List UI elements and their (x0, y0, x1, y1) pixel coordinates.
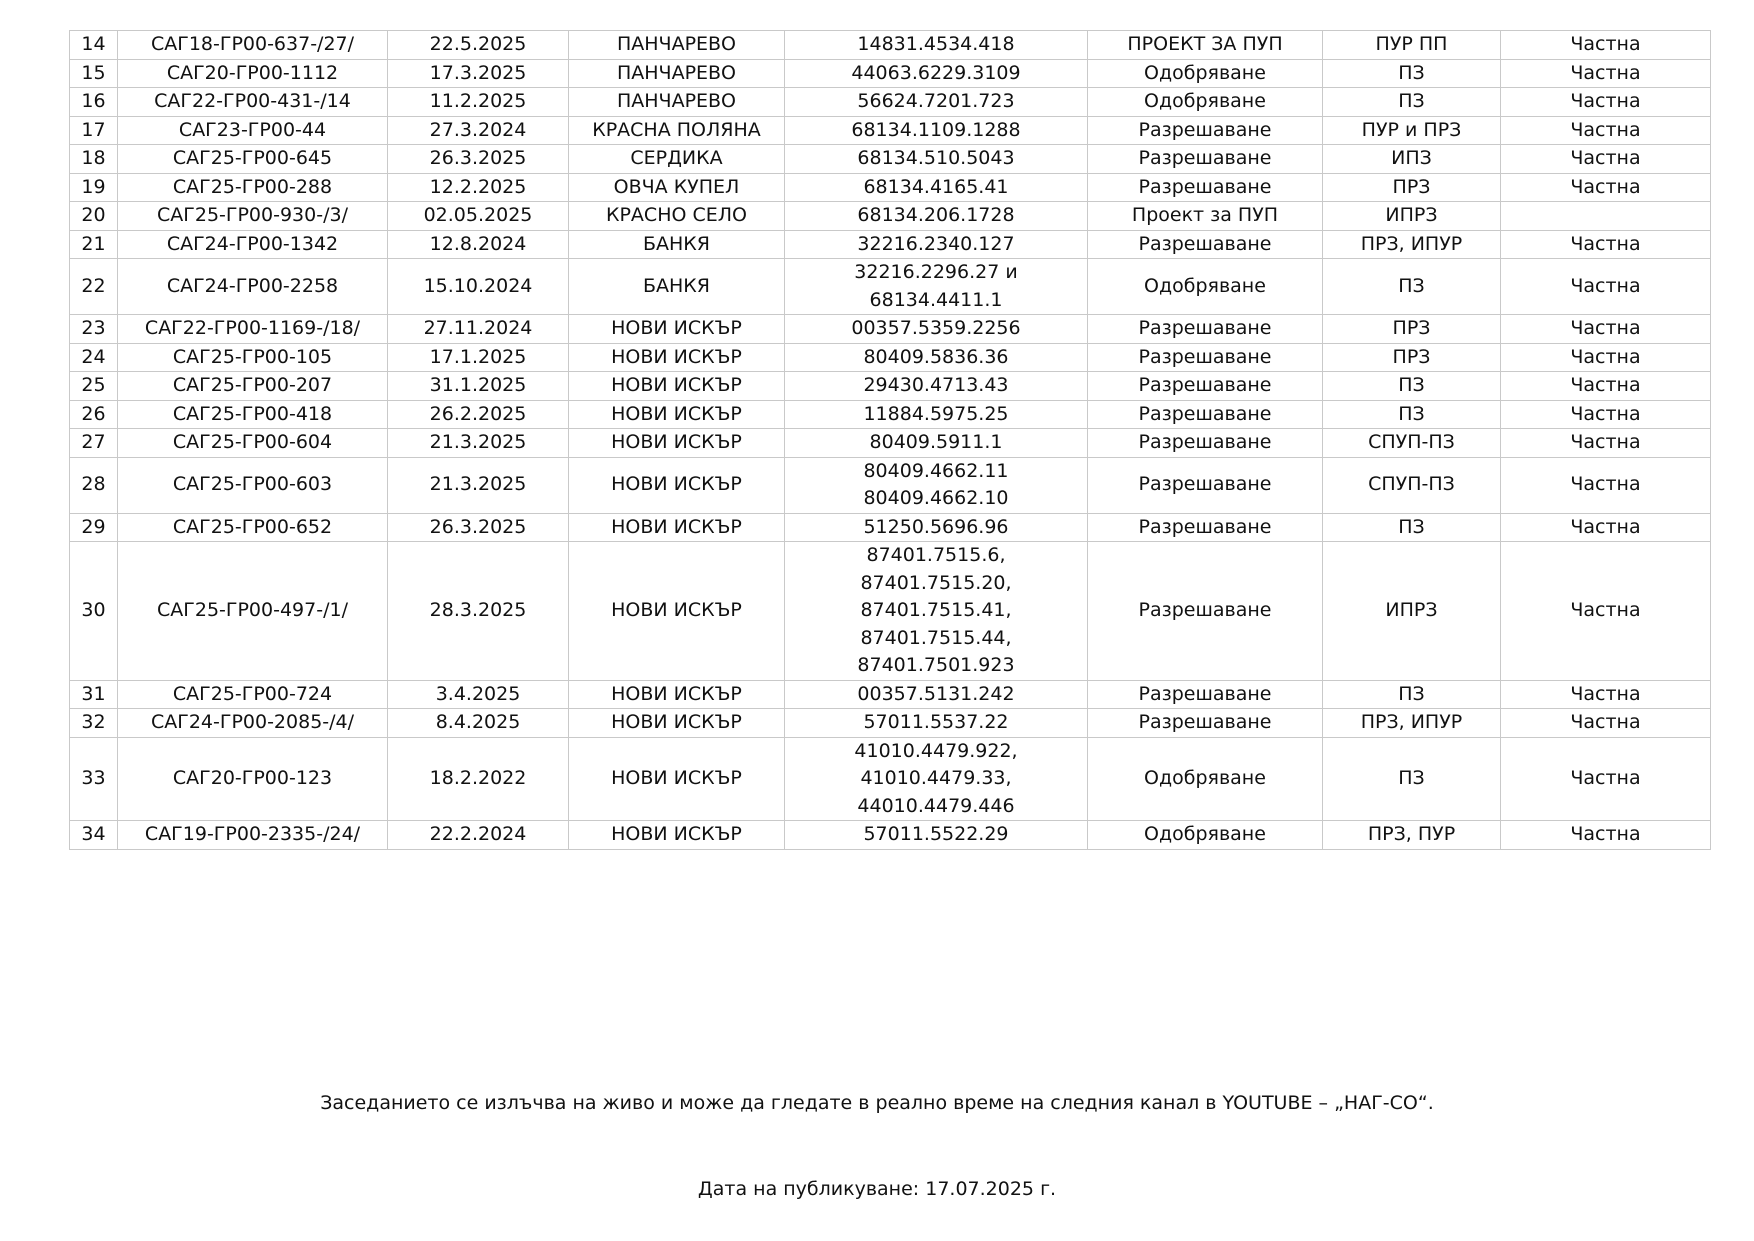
cell-plan-type: ПРЗ, ПУР (1323, 821, 1501, 850)
cell-row-number: 27 (70, 429, 118, 458)
table-row (70, 173, 1711, 202)
cell-district: КРАСНО СЕЛО (569, 202, 785, 231)
cell-ownership (1501, 202, 1711, 231)
cell-file-date: 17.1.2025 (388, 343, 569, 372)
cell-procedure: Одобряване (1088, 737, 1323, 821)
cell-row-number: 23 (70, 315, 118, 344)
cell-file-number: САГ25-ГР00-288 (118, 173, 388, 202)
table-row (70, 400, 1711, 429)
cell-plan-type: СПУП-ПЗ (1323, 457, 1501, 513)
cell-parcels: 41010.4479.922, 41010.4479.33, 44010.4479.446 (785, 737, 1088, 821)
cell-row-number: 14 (70, 31, 118, 60)
cell-procedure: Разрешаване (1088, 173, 1323, 202)
cell-file-number: САГ22-ГР00-1169-/18/ (118, 315, 388, 344)
cell-procedure: Разрешаване (1088, 230, 1323, 259)
cell-district: НОВИ ИСКЪР (569, 821, 785, 850)
publish-date: Дата на публикуване: 17.07.2025 г. (697, 1178, 1057, 1200)
cell-district: БАНКЯ (569, 259, 785, 315)
table-row (70, 202, 1711, 231)
cell-file-number: САГ20-ГР00-1112 (118, 59, 388, 88)
cell-row-number: 29 (70, 513, 118, 542)
cell-plan-type: ПРЗ (1323, 315, 1501, 344)
cell-procedure: Разрешаване (1088, 372, 1323, 401)
cell-ownership: Частна (1501, 400, 1711, 429)
cell-parcels: 00357.5359.2256 (785, 315, 1088, 344)
cell-ownership: Частна (1501, 737, 1711, 821)
cell-ownership: Частна (1501, 315, 1711, 344)
table-row (70, 343, 1711, 372)
cell-district: КРАСНА ПОЛЯНА (569, 116, 785, 145)
table-row (70, 31, 1711, 60)
table-row (70, 372, 1711, 401)
cell-file-number: САГ22-ГР00-431-/14 (118, 88, 388, 117)
table-row (70, 457, 1711, 513)
cell-row-number: 30 (70, 542, 118, 681)
cell-parcels: 51250.5696.96 (785, 513, 1088, 542)
cell-plan-type: ПРЗ, ИПУР (1323, 709, 1501, 738)
cell-file-date: 21.3.2025 (388, 457, 569, 513)
cell-ownership: Частна (1501, 230, 1711, 259)
cell-file-date: 31.1.2025 (388, 372, 569, 401)
cell-file-number: САГ18-ГР00-637-/27/ (118, 31, 388, 60)
cell-file-date: 22.5.2025 (388, 31, 569, 60)
cell-row-number: 33 (70, 737, 118, 821)
table-row (70, 513, 1711, 542)
agenda-table (69, 30, 1711, 850)
cell-row-number: 25 (70, 372, 118, 401)
cell-parcels: 44063.6229.3109 (785, 59, 1088, 88)
cell-ownership: Частна (1501, 173, 1711, 202)
cell-file-date: 22.2.2024 (388, 821, 569, 850)
cell-file-date: 12.2.2025 (388, 173, 569, 202)
cell-row-number: 16 (70, 88, 118, 117)
cell-row-number: 24 (70, 343, 118, 372)
table-row (70, 737, 1711, 821)
cell-ownership: Частна (1501, 457, 1711, 513)
cell-file-number: САГ25-ГР00-604 (118, 429, 388, 458)
cell-plan-type: СПУП-ПЗ (1323, 429, 1501, 458)
cell-plan-type: ПУР и ПРЗ (1323, 116, 1501, 145)
cell-ownership: Частна (1501, 680, 1711, 709)
cell-row-number: 21 (70, 230, 118, 259)
cell-district: ПАНЧАРЕВО (569, 31, 785, 60)
cell-file-date: 26.3.2025 (388, 145, 569, 174)
cell-plan-type: ПЗ (1323, 88, 1501, 117)
cell-parcels: 80409.4662.11 80409.4662.10 (785, 457, 1088, 513)
table-row (70, 315, 1711, 344)
cell-procedure: Разрешаване (1088, 343, 1323, 372)
cell-parcels: 68134.1109.1288 (785, 116, 1088, 145)
table-row (70, 88, 1711, 117)
cell-ownership: Частна (1501, 429, 1711, 458)
cell-parcels: 87401.7515.6, 87401.7515.20, 87401.7515.41, 87401.7515.44, 87401.7501.923 (785, 542, 1088, 681)
cell-parcels: 11884.5975.25 (785, 400, 1088, 429)
cell-row-number: 34 (70, 821, 118, 850)
cell-procedure: Разрешаване (1088, 513, 1323, 542)
cell-file-number: САГ19-ГР00-2335-/24/ (118, 821, 388, 850)
cell-district: НОВИ ИСКЪР (569, 542, 785, 681)
cell-file-number: САГ25-ГР00-497-/1/ (118, 542, 388, 681)
cell-row-number: 31 (70, 680, 118, 709)
cell-procedure: Одобряване (1088, 821, 1323, 850)
cell-plan-type: ПЗ (1323, 513, 1501, 542)
cell-procedure: Одобряване (1088, 59, 1323, 88)
cell-district: НОВИ ИСКЪР (569, 680, 785, 709)
cell-procedure: Разрешаване (1088, 680, 1323, 709)
table-row (70, 542, 1711, 681)
cell-row-number: 20 (70, 202, 118, 231)
cell-district: НОВИ ИСКЪР (569, 709, 785, 738)
cell-parcels: 68134.510.5043 (785, 145, 1088, 174)
cell-file-number: САГ25-ГР00-930-/3/ (118, 202, 388, 231)
cell-file-date: 12.8.2024 (388, 230, 569, 259)
cell-parcels: 68134.4165.41 (785, 173, 1088, 202)
broadcast-note: Заседанието се излъчва на живо и може да гледате в реално време на следния канал в YOUTUBE – „НАГ-СО“. (320, 1092, 1434, 1114)
cell-parcels: 80409.5836.36 (785, 343, 1088, 372)
cell-plan-type: ПЗ (1323, 400, 1501, 429)
cell-district: НОВИ ИСКЪР (569, 315, 785, 344)
table-row (70, 429, 1711, 458)
table-row (70, 709, 1711, 738)
cell-file-date: 21.3.2025 (388, 429, 569, 458)
cell-district: ПАНЧАРЕВО (569, 88, 785, 117)
cell-row-number: 26 (70, 400, 118, 429)
cell-district: СЕРДИКА (569, 145, 785, 174)
cell-file-number: САГ23-ГР00-44 (118, 116, 388, 145)
cell-plan-type: ИПРЗ (1323, 202, 1501, 231)
cell-ownership: Частна (1501, 372, 1711, 401)
cell-district: НОВИ ИСКЪР (569, 400, 785, 429)
table-row (70, 821, 1711, 850)
cell-file-date: 27.11.2024 (388, 315, 569, 344)
cell-ownership: Частна (1501, 59, 1711, 88)
cell-row-number: 18 (70, 145, 118, 174)
cell-procedure: Разрешаване (1088, 429, 1323, 458)
cell-procedure: Разрешаване (1088, 457, 1323, 513)
cell-file-number: САГ25-ГР00-207 (118, 372, 388, 401)
cell-district: ОВЧА КУПЕЛ (569, 173, 785, 202)
cell-file-date: 02.05.2025 (388, 202, 569, 231)
cell-file-date: 15.10.2024 (388, 259, 569, 315)
cell-plan-type: ПЗ (1323, 372, 1501, 401)
cell-district: НОВИ ИСКЪР (569, 343, 785, 372)
cell-file-date: 17.3.2025 (388, 59, 569, 88)
cell-district: БАНКЯ (569, 230, 785, 259)
agenda-table-body (70, 31, 1711, 850)
cell-row-number: 22 (70, 259, 118, 315)
cell-ownership: Частна (1501, 88, 1711, 117)
cell-procedure: Разрешаване (1088, 116, 1323, 145)
cell-procedure: Разрешаване (1088, 400, 1323, 429)
cell-ownership: Частна (1501, 31, 1711, 60)
table-row (70, 59, 1711, 88)
table-row (70, 116, 1711, 145)
cell-district: НОВИ ИСКЪР (569, 429, 785, 458)
cell-parcels: 57011.5537.22 (785, 709, 1088, 738)
cell-file-number: САГ25-ГР00-418 (118, 400, 388, 429)
cell-district: НОВИ ИСКЪР (569, 737, 785, 821)
cell-file-number: САГ24-ГР00-1342 (118, 230, 388, 259)
cell-district: ПАНЧАРЕВО (569, 59, 785, 88)
cell-file-date: 3.4.2025 (388, 680, 569, 709)
cell-file-date: 28.3.2025 (388, 542, 569, 681)
cell-plan-type: ПРЗ (1323, 343, 1501, 372)
cell-procedure: Разрешаване (1088, 315, 1323, 344)
cell-parcels: 29430.4713.43 (785, 372, 1088, 401)
cell-plan-type: ПЗ (1323, 59, 1501, 88)
cell-parcels: 14831.4534.418 (785, 31, 1088, 60)
cell-plan-type: ПЗ (1323, 680, 1501, 709)
table-row (70, 230, 1711, 259)
cell-plan-type: ПРЗ, ИПУР (1323, 230, 1501, 259)
cell-procedure: Одобряване (1088, 259, 1323, 315)
cell-plan-type: ПРЗ (1323, 173, 1501, 202)
cell-file-number: САГ24-ГР00-2258 (118, 259, 388, 315)
cell-procedure: Разрешаване (1088, 145, 1323, 174)
cell-parcels: 32216.2296.27 и 68134.4411.1 (785, 259, 1088, 315)
cell-procedure: Одобряване (1088, 88, 1323, 117)
cell-ownership: Частна (1501, 145, 1711, 174)
cell-ownership: Частна (1501, 709, 1711, 738)
cell-parcels: 57011.5522.29 (785, 821, 1088, 850)
cell-procedure: Проект за ПУП (1088, 202, 1323, 231)
table-row (70, 145, 1711, 174)
cell-file-number: САГ25-ГР00-105 (118, 343, 388, 372)
cell-file-date: 26.3.2025 (388, 513, 569, 542)
cell-file-number: САГ24-ГР00-2085-/4/ (118, 709, 388, 738)
cell-ownership: Частна (1501, 513, 1711, 542)
cell-row-number: 19 (70, 173, 118, 202)
cell-ownership: Частна (1501, 259, 1711, 315)
table-row (70, 259, 1711, 315)
cell-file-number: САГ25-ГР00-645 (118, 145, 388, 174)
cell-ownership: Частна (1501, 821, 1711, 850)
cell-row-number: 28 (70, 457, 118, 513)
cell-ownership: Частна (1501, 343, 1711, 372)
cell-file-date: 27.3.2024 (388, 116, 569, 145)
cell-plan-type: ПЗ (1323, 737, 1501, 821)
cell-ownership: Частна (1501, 542, 1711, 681)
cell-plan-type: ИПЗ (1323, 145, 1501, 174)
cell-procedure: Разрешаване (1088, 542, 1323, 681)
cell-parcels: 32216.2340.127 (785, 230, 1088, 259)
cell-file-number: САГ20-ГР00-123 (118, 737, 388, 821)
cell-ownership: Частна (1501, 116, 1711, 145)
cell-file-date: 18.2.2022 (388, 737, 569, 821)
cell-row-number: 32 (70, 709, 118, 738)
cell-district: НОВИ ИСКЪР (569, 513, 785, 542)
cell-plan-type: ИПРЗ (1323, 542, 1501, 681)
cell-parcels: 00357.5131.242 (785, 680, 1088, 709)
cell-row-number: 15 (70, 59, 118, 88)
cell-file-number: САГ25-ГР00-724 (118, 680, 388, 709)
cell-plan-type: ПУР ПП (1323, 31, 1501, 60)
cell-file-date: 26.2.2025 (388, 400, 569, 429)
cell-parcels: 68134.206.1728 (785, 202, 1088, 231)
cell-district: НОВИ ИСКЪР (569, 457, 785, 513)
cell-plan-type: ПЗ (1323, 259, 1501, 315)
cell-file-number: САГ25-ГР00-652 (118, 513, 388, 542)
table-row (70, 680, 1711, 709)
cell-row-number: 17 (70, 116, 118, 145)
cell-file-date: 8.4.2025 (388, 709, 569, 738)
cell-district: НОВИ ИСКЪР (569, 372, 785, 401)
cell-file-number: САГ25-ГР00-603 (118, 457, 388, 513)
cell-procedure: Разрешаване (1088, 709, 1323, 738)
cell-parcels: 56624.7201.723 (785, 88, 1088, 117)
cell-file-date: 11.2.2025 (388, 88, 569, 117)
cell-procedure: ПРОЕКТ ЗА ПУП (1088, 31, 1323, 60)
cell-parcels: 80409.5911.1 (785, 429, 1088, 458)
